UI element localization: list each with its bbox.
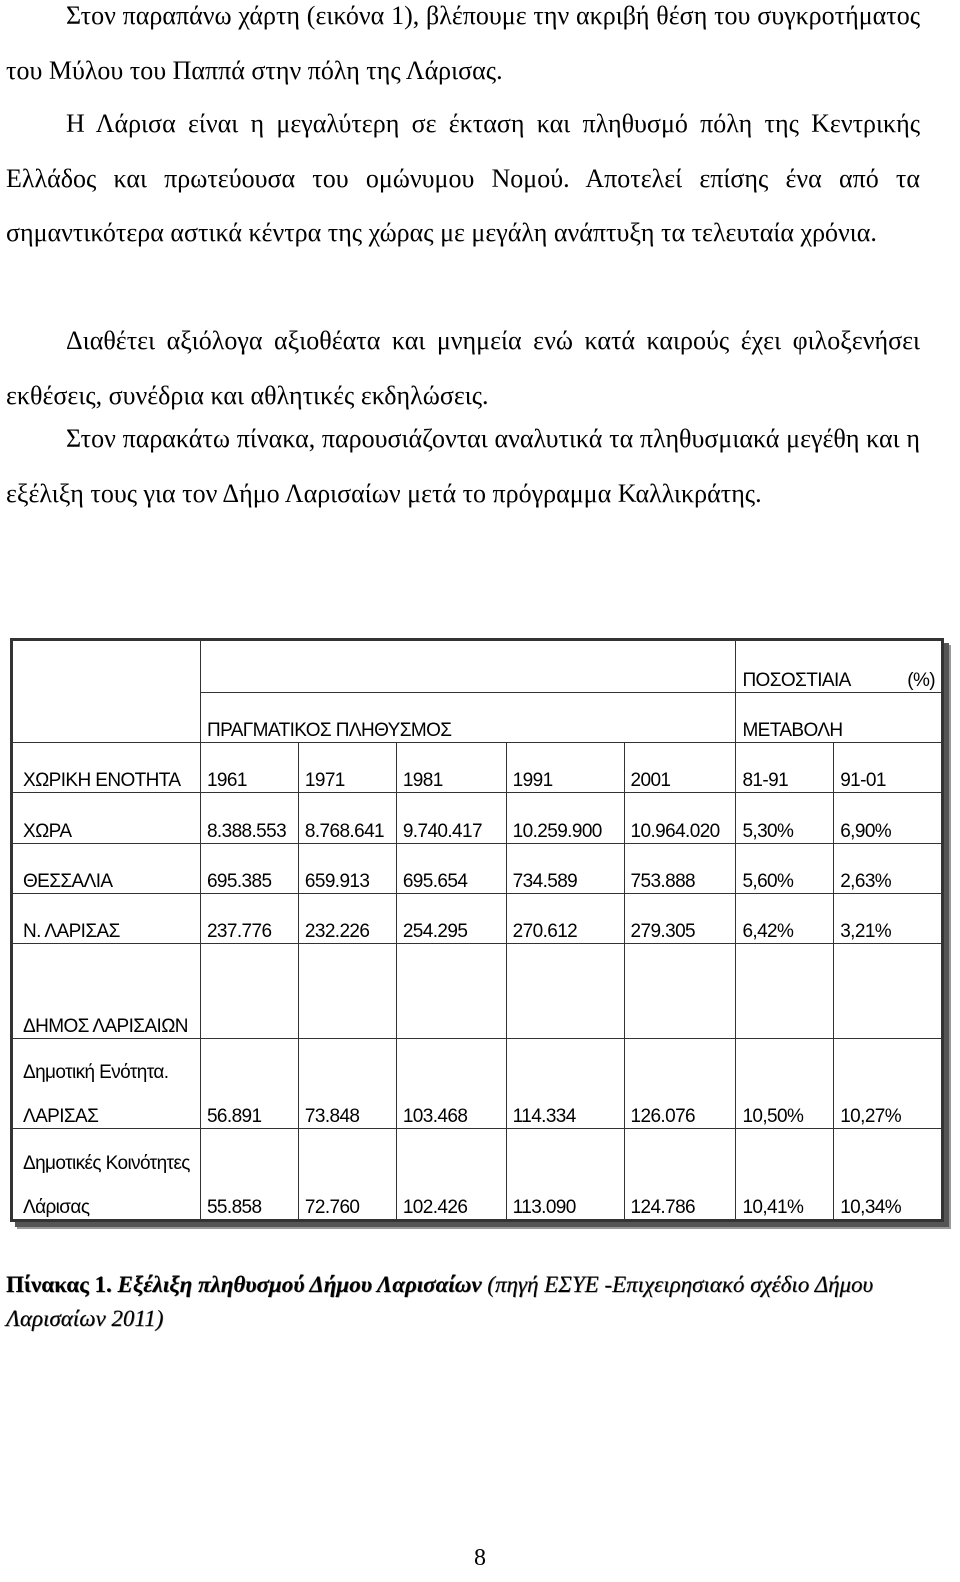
- table-header-row-top: [13, 641, 942, 693]
- table-cell: 73.848: [298, 1038, 396, 1129]
- table-cell: 10,41%: [736, 1129, 834, 1220]
- caption-source: (πηγή ΕΣΥΕ -Επιχειρησιακό σχέδιο Δήμου Λαρισαίων 2011): [6, 1272, 874, 1331]
- pct-label: ΠΟΣΟΣΤΙΑΙΑ: [742, 670, 851, 692]
- table-cell: 10,27%: [834, 1038, 942, 1129]
- row-label: ΧΩΡΑ: [13, 793, 201, 843]
- table-cell: 56.891: [200, 1038, 298, 1129]
- table-cell: 102.426: [396, 1129, 506, 1220]
- table-cell: 5,30%: [736, 793, 834, 843]
- table-row: [13, 893, 942, 943]
- table-cell: 695.385: [200, 843, 298, 893]
- table-cell: 2,63%: [834, 843, 942, 893]
- header-empty-cell: [13, 641, 201, 743]
- row-label: ΘΕΣΣΑΛΙΑ: [13, 843, 201, 893]
- population-table-image: [10, 638, 944, 1222]
- page-number: 8: [474, 1545, 486, 1571]
- table-cell: 126.076: [624, 1038, 736, 1129]
- table-cell: 753.888: [624, 843, 736, 893]
- period-header: 81-91: [736, 743, 834, 793]
- paragraph-larisa-intro: Η Λάρισα είναι η μεγαλύτερη σε έκταση και πληθυσμό πόλη της Κεντρικής Ελλάδος και πρωτεύουσα του ομώνυμου Νομού. Αποτελεί επίσης ένα από τα σημαντικότερα αστικά κέντρα της χώρας με μεγάλη ανάπτυξη τα τελευταία χρόνια.: [6, 109, 920, 247]
- table-cell: 103.468: [396, 1038, 506, 1129]
- population-group-header: ΠΡΑΓΜΑΤΙΚΟΣ ΠΛΗΘΥΣΜΟΣ: [200, 693, 735, 743]
- table-row: [13, 843, 942, 893]
- header-empty-span: [200, 641, 735, 693]
- table-header-row-years: [13, 743, 942, 793]
- table-caption: [6, 1268, 926, 1336]
- table-cell: 10.259.900: [506, 793, 624, 843]
- change-group-header: ΜΕΤΑΒΟΛΗ: [736, 693, 942, 743]
- table-row-municipality-title: [13, 943, 942, 1038]
- paragraph-attractions: Διαθέτει αξιόλογα αξιοθέατα και μνημεία ενώ κατά καιρούς έχει φιλοξενήσει εκθέσεις, συνέδρια και αθλητικές εκδηλώσεις.: [6, 326, 920, 410]
- table-cell: 6,42%: [736, 893, 834, 943]
- year-header: 1961: [200, 743, 298, 793]
- table-row: [13, 793, 942, 843]
- table-cell: 8.388.553: [200, 793, 298, 843]
- year-header: 1981: [396, 743, 506, 793]
- year-header: 1991: [506, 743, 624, 793]
- table-cell: 6,90%: [834, 793, 942, 843]
- community-label-line1: Δημοτικές Κοινότητες: [23, 1153, 190, 1174]
- table-cell: 695.654: [396, 843, 506, 893]
- table-cell: 254.295: [396, 893, 506, 943]
- header-pct-cell: [736, 641, 942, 693]
- period-header: 91-01: [834, 743, 942, 793]
- row-label: [13, 1129, 201, 1220]
- table-cell: 113.090: [506, 1129, 624, 1220]
- pct-unit: (%): [907, 670, 935, 692]
- table-cell: 55.858: [200, 1129, 298, 1220]
- table-cell: 5,60%: [736, 843, 834, 893]
- table-cell-empty: [506, 943, 624, 1038]
- table-cell: 114.334: [506, 1038, 624, 1129]
- table-cell: 10,50%: [736, 1038, 834, 1129]
- table-cell: 734.589: [506, 843, 624, 893]
- year-header: 2001: [624, 743, 736, 793]
- table-cell: 124.786: [624, 1129, 736, 1220]
- table-cell-empty: [736, 943, 834, 1038]
- table-cell: 279.305: [624, 893, 736, 943]
- table-cell-empty: [624, 943, 736, 1038]
- table-cell: 10,34%: [834, 1129, 942, 1220]
- table-cell: 270.612: [506, 893, 624, 943]
- region-column-header: ΧΩΡΙΚΗ ΕΝΟΤΗΤΑ: [13, 743, 201, 793]
- table-cell-empty: [396, 943, 506, 1038]
- table-cell: 10.964.020: [624, 793, 736, 843]
- caption-label: Πίνακας 1.: [6, 1272, 112, 1297]
- table-cell: 232.226: [298, 893, 396, 943]
- row-label: [13, 1038, 201, 1129]
- table-cell: 72.760: [298, 1129, 396, 1220]
- table-cell: 9.740.417: [396, 793, 506, 843]
- table-row: [13, 1129, 942, 1220]
- year-header: 1971: [298, 743, 396, 793]
- table-cell-empty: [298, 943, 396, 1038]
- municipality-title: ΔΗΜΟΣ ΛΑΡΙΣΑΙΩΝ: [13, 943, 201, 1038]
- caption-title: Εξέλιξη πληθυσμού Δήμου Λαρισαίων: [117, 1272, 482, 1297]
- row-label: Ν. ΛΑΡΙΣΑΣ: [13, 893, 201, 943]
- table-cell-empty: [200, 943, 298, 1038]
- table-cell: 659.913: [298, 843, 396, 893]
- paragraph-map-reference: Στον παραπάνω χάρτη (εικόνα 1), βλέπουμε την ακριβή θέση του συγκροτήματος του Μύλου του Παππά στην πόλη της Λάρισας.: [6, 1, 920, 85]
- paragraph-table-intro: Στον παρακάτω πίνακα, παρουσιάζονται αναλυτικά τα πληθυσμιακά μεγέθη και η εξέλιξη τους για τον Δήμο Λαρισαίων μετά το πρόγραμμα Καλλικράτης.: [6, 424, 920, 508]
- table-cell: 8.768.641: [298, 793, 396, 843]
- unit-label-line2: ΛΑΡΙΣΑΣ: [23, 1106, 99, 1128]
- unit-label-line1: Δημοτική Ενότητα.: [23, 1062, 169, 1084]
- table-cell: 3,21%: [834, 893, 942, 943]
- table-row: [13, 1038, 942, 1129]
- population-table: [12, 640, 942, 1220]
- community-label-line2: Λάρισας: [23, 1197, 90, 1218]
- table-cell: 237.776: [200, 893, 298, 943]
- table-cell-empty: [834, 943, 942, 1038]
